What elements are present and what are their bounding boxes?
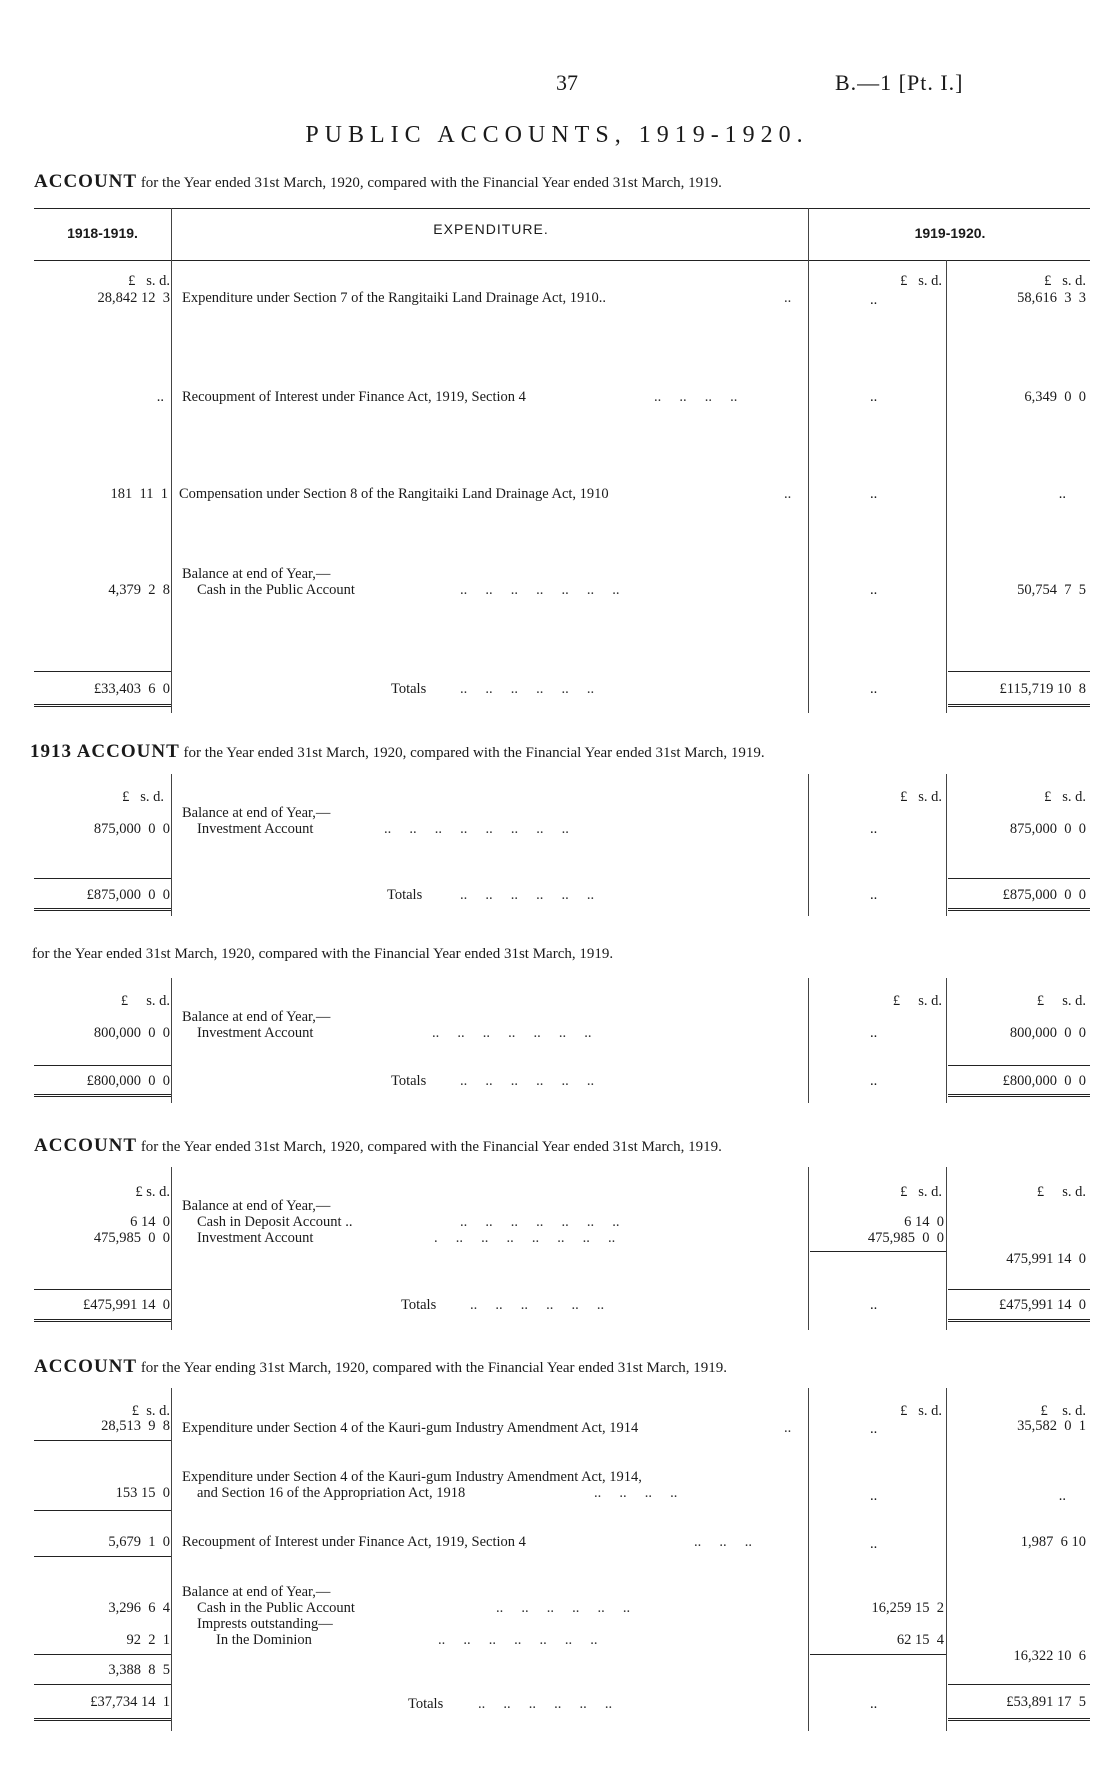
totals-label: Totals xyxy=(391,681,427,697)
row-description: Compensation under Section 8 of the Rangitaiki Land Drainage Act, 1910 xyxy=(179,486,609,502)
sub-amount: .. xyxy=(870,681,878,697)
sub-amount: 62 15 4 xyxy=(896,1632,944,1648)
section-1-heading-text: for the Year ended 31st March, 1920, compared with the Financial Year ended 31st March, 1919. xyxy=(140,175,722,191)
unit-label: £ s. d. xyxy=(892,993,942,1009)
unit-label: £ s. d. xyxy=(131,1403,170,1419)
section-5-heading-prefix: ACCOUNT xyxy=(34,1356,138,1377)
curr-year-total: £800,000 0 0 xyxy=(1002,1073,1086,1089)
prev-year-amount: 92 2 1 xyxy=(126,1632,170,1648)
curr-year-amount: 1,987 6 10 xyxy=(1020,1534,1086,1550)
section-2-table xyxy=(34,774,1090,924)
row-description: Recoupment of Interest under Finance Act, 1919, Section 4 xyxy=(182,389,526,405)
leader-dots: .. xyxy=(784,486,792,502)
curr-year-amount: 875,000 0 0 xyxy=(1009,821,1086,837)
sub-amount: .. xyxy=(870,1073,878,1089)
curr-year-amount: 50,754 7 5 xyxy=(1017,582,1086,598)
totals-label: Totals xyxy=(391,1073,427,1089)
sub-amount: 475,985 0 0 xyxy=(867,1230,944,1246)
leader-dots: .. .. .. .. .. .. xyxy=(470,1297,605,1313)
sub-amount: .. xyxy=(870,582,878,598)
leader-dots: .. .. .. .. xyxy=(594,1485,678,1501)
section-1-table xyxy=(34,208,1090,718)
sub-amount: .. xyxy=(870,389,878,405)
sub-amount: .. xyxy=(870,292,878,308)
column-header-curr-year: 1919-1920. xyxy=(914,225,986,241)
leader-dots: .. xyxy=(784,290,792,306)
section-2-heading-text: for the Year ended 31st March, 1920, compared with the Financial Year ended 31st March, 1919. xyxy=(183,745,765,761)
leader-dots: .. .. .. .. .. .. .. xyxy=(432,1025,592,1041)
leader-dots: .. .. .. .. .. .. xyxy=(460,681,595,697)
curr-year-amount: 58,616 3 3 xyxy=(1017,290,1086,306)
section-3-heading-text: for the Year ended 31st March, 1920, compared with the Financial Year ended 31st March, 1919. xyxy=(32,946,614,962)
row-description: Investment Account xyxy=(197,821,314,837)
prev-year-amount: 3,296 6 4 xyxy=(108,1600,170,1616)
row-description: Cash in Deposit Account .. xyxy=(197,1214,353,1230)
prev-year-total: £800,000 0 0 xyxy=(86,1073,170,1089)
section-2-heading xyxy=(30,741,765,763)
section-1-heading xyxy=(34,171,722,193)
unit-label: £ s. d. xyxy=(135,1184,170,1200)
row-description: Expenditure under Section 4 of the Kauri-gum Industry Amendment Act, 1914, xyxy=(182,1469,642,1485)
totals-label: Totals xyxy=(401,1297,437,1313)
curr-year-amount: 800,000 0 0 xyxy=(1009,1025,1086,1041)
page-number: 37 xyxy=(556,70,578,95)
row-description: Balance at end of Year,— xyxy=(182,1198,331,1214)
unit-label: £ s. d. xyxy=(900,273,942,289)
column-header-expenditure: EXPENDITURE. xyxy=(433,221,549,237)
section-5-heading-text: for the Year ending 31st March, 1920, compared with the Financial Year ended 31st March, 1919. xyxy=(140,1360,727,1376)
sub-amount: .. xyxy=(870,486,878,502)
leader-dots: .. .. .. .. .. .. xyxy=(460,1073,595,1089)
prev-year-amount: 4,379 2 8 xyxy=(108,582,170,598)
prev-year-amount: 800,000 0 0 xyxy=(93,1025,170,1041)
prev-year-amount: 28,513 9 8 xyxy=(101,1418,170,1434)
leader-dots: .. .. .. .. .. .. xyxy=(478,1696,613,1712)
curr-year-amount: 6,349 0 0 xyxy=(1024,389,1086,405)
prev-year-total: £37,734 14 1 xyxy=(90,1694,170,1710)
curr-year-amount: .. xyxy=(1058,486,1066,502)
sub-amount: .. xyxy=(870,1696,878,1712)
unit-label: £ s. d. xyxy=(1040,1403,1086,1419)
prev-year-amount: .. xyxy=(156,389,164,405)
totals-label: Totals xyxy=(387,887,423,903)
leader-dots: .. .. .. xyxy=(694,1534,752,1550)
row-description: Recoupment of Interest under Finance Act, 1919, Section 4 xyxy=(182,1534,526,1550)
section-4-table xyxy=(34,1167,1090,1337)
row-description: and Section 16 of the Appropriation Act, 1918 xyxy=(197,1485,466,1501)
unit-label: £ s. d. xyxy=(900,789,942,805)
sub-amount: .. xyxy=(870,1421,878,1437)
row-description: Balance at end of Year,— xyxy=(182,1584,331,1600)
curr-year-total: £875,000 0 0 xyxy=(1002,887,1086,903)
prev-year-total: £475,991 14 0 xyxy=(83,1297,170,1313)
leader-dots: .. .. .. .. .. .. .. xyxy=(460,1214,620,1230)
unit-label: £ s. d. xyxy=(1036,1184,1086,1200)
leader-dots: .. .. .. .. xyxy=(654,389,738,405)
sub-amount: .. xyxy=(870,1025,878,1041)
unit-label: £ s. d. xyxy=(120,993,170,1009)
section-3-heading xyxy=(32,946,613,963)
row-description: Balance at end of Year,— xyxy=(182,566,331,582)
row-description: Cash in the Public Account xyxy=(197,582,355,598)
row-description: Investment Account xyxy=(197,1025,314,1041)
row-description: Cash in the Public Account xyxy=(197,1600,355,1616)
unit-label: £ s. d. xyxy=(900,1403,942,1419)
section-5-heading xyxy=(34,1356,727,1378)
section-2-heading-prefix: 1913 ACCOUNT xyxy=(30,741,180,762)
sub-amount: .. xyxy=(870,1297,878,1313)
row-description: Investment Account xyxy=(197,1230,314,1246)
unit-label: £ s. d. xyxy=(1044,273,1086,289)
totals-label: Totals xyxy=(408,1696,444,1712)
curr-year-total: £115,719 10 8 xyxy=(999,681,1086,697)
sub-amount: .. xyxy=(870,821,878,837)
sub-amount: .. xyxy=(870,1536,878,1552)
prev-year-amount: 5,679 1 0 xyxy=(108,1534,170,1550)
section-4-heading-text: for the Year ended 31st March, 1920, compared with the Financial Year ended 31st March, 1919. xyxy=(140,1139,722,1155)
leader-dots: .. .. .. .. .. .. .. xyxy=(438,1632,598,1648)
curr-year-amount: 475,991 14 0 xyxy=(1006,1251,1086,1267)
column-header-prev-year: 1918-1919. xyxy=(67,225,138,241)
unit-label: £ s. d. xyxy=(1044,789,1086,805)
section-1-heading-prefix: ACCOUNT xyxy=(34,171,138,192)
document-reference: B.—1 [Pt. I.] xyxy=(835,70,964,95)
page-title: PUBLIC ACCOUNTS, 1919-1920. xyxy=(305,122,809,148)
unit-label: £ s. d. xyxy=(900,1184,942,1200)
curr-year-total: £53,891 17 5 xyxy=(1006,1694,1086,1710)
row-description: Expenditure under Section 4 of the Kauri-gum Industry Amendment Act, 1914 xyxy=(182,1420,639,1436)
row-description: Expenditure under Section 7 of the Rangitaiki Land Drainage Act, 1910.. xyxy=(182,290,607,306)
leader-dots: .. xyxy=(784,1420,792,1436)
section-4-heading xyxy=(34,1135,722,1157)
prev-year-amount: 475,985 0 0 xyxy=(93,1230,170,1246)
unit-label: £ s. d. xyxy=(1036,993,1086,1009)
prev-year-total: £33,403 6 0 xyxy=(93,681,170,697)
prev-year-amount: 181 11 1 xyxy=(110,486,168,502)
row-description: Balance at end of Year,— xyxy=(182,1009,331,1025)
sub-amount: .. xyxy=(870,1488,878,1504)
section-4-heading-prefix: ACCOUNT xyxy=(34,1135,138,1156)
unit-label: £ s. d. xyxy=(128,273,170,289)
section-5-table xyxy=(34,1388,1090,1738)
row-description: In the Dominion xyxy=(216,1632,312,1648)
curr-year-amount: .. xyxy=(1058,1488,1066,1504)
prev-year-amount: 875,000 0 0 xyxy=(93,821,170,837)
leader-dots: .. .. .. .. .. .. .. xyxy=(460,582,620,598)
leader-dots: .. .. .. .. .. .. xyxy=(460,887,595,903)
prev-year-amount: 28,842 12 3 xyxy=(97,290,170,306)
prev-year-subtotal: 3,388 8 5 xyxy=(108,1662,170,1678)
prev-year-amount: 153 15 0 xyxy=(115,1485,170,1501)
curr-year-amount: 35,582 0 1 xyxy=(1017,1418,1086,1434)
sub-amount: 16,259 15 2 xyxy=(871,1600,944,1616)
leader-dots: .. .. .. .. .. .. xyxy=(496,1600,631,1616)
unit-label: £ s. d. xyxy=(122,789,164,805)
leader-dots: .. .. .. .. .. .. .. .. xyxy=(384,821,569,837)
prev-year-amount: 6 14 0 xyxy=(130,1214,170,1230)
curr-year-amount: 16,322 10 6 xyxy=(1013,1648,1086,1664)
curr-year-total: £475,991 14 0 xyxy=(999,1297,1086,1313)
row-description: Imprests outstanding— xyxy=(197,1616,333,1632)
section-3-table xyxy=(34,978,1090,1113)
row-description: Balance at end of Year,— xyxy=(182,805,331,821)
prev-year-total: £875,000 0 0 xyxy=(86,887,170,903)
leader-dots: . .. .. .. .. .. .. .. xyxy=(434,1230,616,1246)
sub-amount: 6 14 0 xyxy=(904,1214,944,1230)
sub-amount: .. xyxy=(870,887,878,903)
